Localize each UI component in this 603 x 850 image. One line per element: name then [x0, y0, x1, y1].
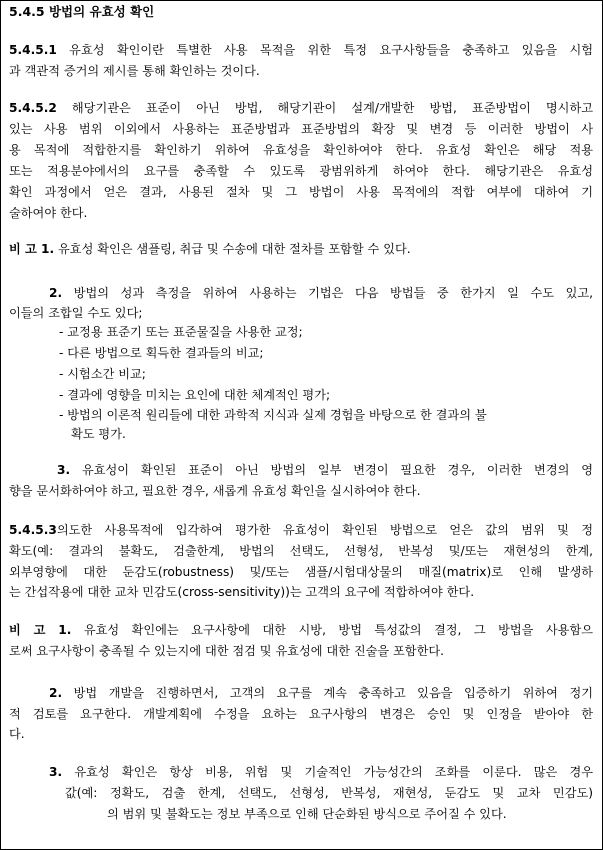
p1-line-1: 5.4.5.1 유효성 확인이란 특별한 사용 목적을 위한 특정 요구사항들을 충족하고 있음을 시험	[9, 43, 593, 57]
list-item: - 교정용 표준기 또는 표준물질을 사용한 교정;	[59, 325, 303, 339]
p3-line-1: 5.4.5.3의도한 사용목적에 입각하여 평가한 유효성이 확인된 방법으로 얻은 값의 범위 및 정	[9, 523, 593, 537]
clause-number: 5.4.5.1	[9, 43, 57, 57]
section-title: 5.4.5 방법의 유효성 확인	[9, 4, 155, 19]
note1-item2-line-2: 이들의 조합일 수도 있다;	[9, 306, 143, 320]
note2-item2-line-2: 적 검토를 요구한다. 개발계획에 수정을 요하는 요구사항의 변경은 승인 및 인정을 받아야 한	[9, 707, 593, 721]
note1-item2-line-1: 2. 방법의 성과 측정을 위하여 사용하는 기법은 다음 방법들 중 한가지 일 수도 있고,	[49, 286, 593, 300]
clause-number: 5.4.5.3	[9, 523, 57, 537]
p2-line-4: 또는 적용분야에서의 요구를 충족할 수 있도록 광범위하게 하여야 한다. 해당기관은 유효성	[9, 164, 593, 178]
note2-item2-line-1: 2. 방법 개발을 진행하면서, 고객의 요구를 계속 충족하고 있음을 입증하기 위하여 정기	[49, 686, 594, 700]
note2-item2-line-3: 다.	[9, 727, 25, 741]
note-number: 2.	[49, 286, 63, 300]
note-number: 3.	[49, 765, 63, 779]
list-item: - 시험소간 비교;	[59, 367, 146, 381]
note2-item3-line-1: 3. 유효성 확인은 항상 비용, 위험 및 기술적인 가능성간의 조화를 이룬다. 많은 경우	[49, 765, 593, 779]
p3-line-3: 외부영향에 대한 둔감도(robustness) 및/또는 샘플/시험대상물의 매질(matrix)로 인해 발생하	[9, 565, 593, 579]
p2-line-5: 확인 과정에서 얻은 결과, 사용된 절차 및 그 방법이 사용 목적에의 적합 여부에 대하여 기	[9, 185, 593, 199]
note-label: 비 고 1.	[9, 242, 55, 256]
list-item: - 방법의 이론적 원리들에 대한 과학적 지식과 실제 경험을 바탕으로 한 결과의 불	[59, 408, 487, 422]
note-number: 3.	[57, 463, 71, 477]
note-number: 2.	[49, 686, 63, 700]
note2-item3-line-2: 값(예: 정확도, 검출 한계, 선택도, 선형성, 반복성, 재현성, 둔감도 및 교차 민감도)	[65, 786, 593, 800]
note2-line-2: 로써 요구사항이 충족될 수 있는지에 대한 점검 및 유효성에 대한 진술을 포함한다.	[9, 644, 445, 658]
list-item: - 결과에 영향을 미치는 요인에 대한 체계적인 평가;	[59, 388, 331, 402]
note1-item3-line-2: 향을 문서화하여야 하고, 필요한 경우, 새롭게 유효성 확인을 실시하여야 한다.	[9, 484, 421, 498]
p2-line-1: 5.4.5.2 해당기관은 표준이 아닌 방법, 해당기관이 설계/개발한 방법, 표준방법이 명시하고	[9, 101, 594, 115]
note2-item3-line-3: 의 범위 및 불확도는 정보 부족으로 인해 단순화된 방식으로 주어질 수 있다.	[107, 807, 507, 821]
p2-line-6: 술하여야 한다.	[9, 206, 88, 220]
p2-line-3: 용 목적에 적합한지를 확인하기 위하여 유효성을 확인하여야 한다. 유효성 확인은 해당 적용	[9, 143, 593, 157]
clause-number: 5.4.5.2	[9, 101, 57, 115]
list-item-continuation: 확도 평가.	[71, 427, 126, 441]
list-item: - 다른 방법으로 획득한 결과들의 비교;	[59, 346, 264, 360]
note2-line-1: 비 고 1. 유효성 확인에는 요구사항에 대한 시방, 방법 특성값의 결정, 그 방법을 사용함으	[9, 623, 594, 637]
p1-line-2: 과 객관적 증거의 제시를 통해 확인하는 것이다.	[9, 64, 260, 78]
p2-line-2: 있는 사용 범위 이외에서 사용하는 표준방법과 표준방법의 확장 및 변경 등 이러한 방법이 사	[9, 122, 593, 136]
note1-line-1: 비 고 1. 유효성 확인은 샘플링, 취급 및 수송에 대한 절차를 포함할 수 있다.	[9, 242, 411, 256]
p3-line-4: 는 간섭작용에 대한 교차 민감도(cross-sensitivity))는 고객의 요구에 적합하여야 한다.	[9, 585, 475, 599]
note-label: 비 고 1.	[9, 623, 72, 637]
note1-item3-line-1: 3. 유효성이 확인된 표준이 아닌 방법의 일부 변경이 필요한 경우, 이러한 변경의 영	[57, 463, 593, 477]
p3-line-2: 확도(예: 결과의 불확도, 검출한계, 방법의 선택도, 선형성, 반복성 및/또는 재현성의 한계,	[9, 544, 593, 558]
